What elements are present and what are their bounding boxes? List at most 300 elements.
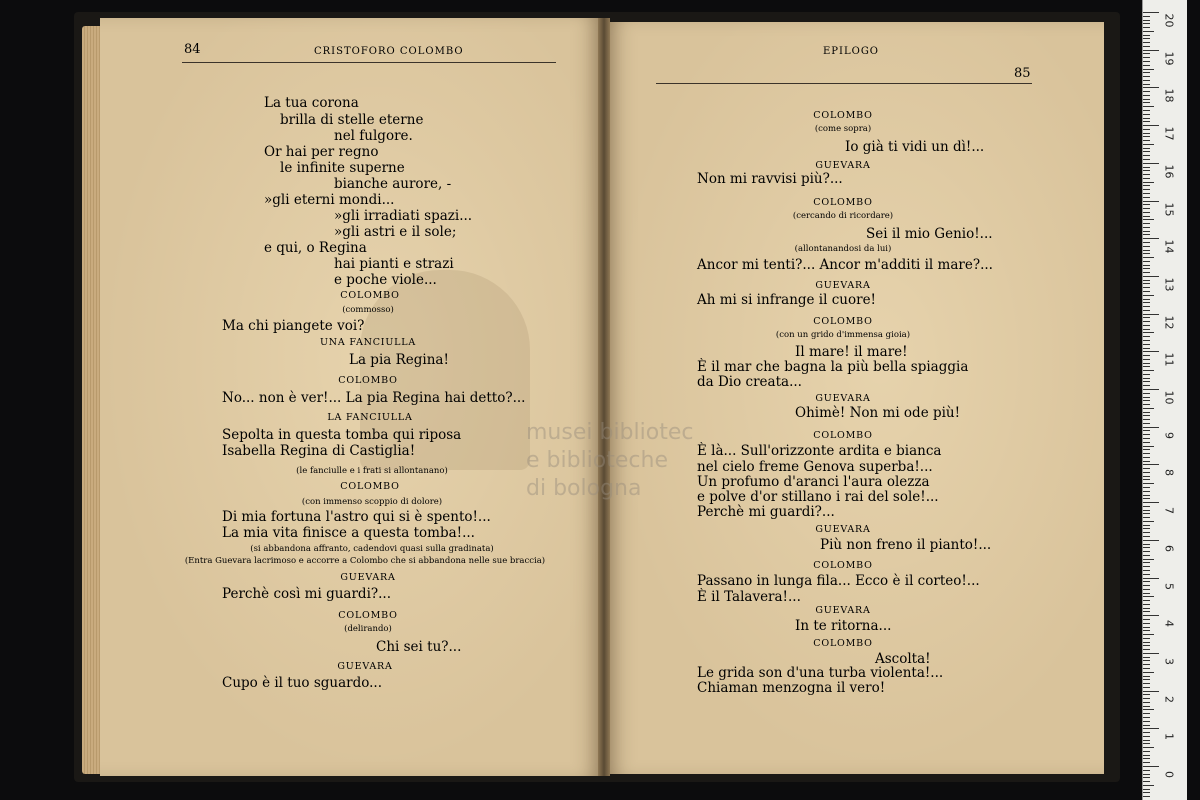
verse-line: nel cielo freme Genova superba!...: [697, 459, 933, 475]
ruler-tick: [1143, 657, 1150, 658]
verse-line: Chiaman menzogna il vero!: [697, 680, 886, 696]
ruler-tick: [1143, 110, 1150, 111]
ruler-tick: [1143, 163, 1159, 164]
watermark-text-1: musei bibliotec: [526, 420, 694, 445]
ruler-tick: [1143, 740, 1150, 741]
ruler-tick: [1143, 585, 1150, 586]
ruler-tick: [1143, 151, 1150, 152]
ruler-tick: [1143, 408, 1154, 409]
verse-line: Sepolta in questa tomba qui riposa: [222, 427, 462, 443]
ruler-tick: [1143, 321, 1150, 322]
ruler-tick: [1143, 683, 1150, 684]
ruler-tick: [1143, 374, 1150, 375]
ruler-tick: [1143, 698, 1150, 699]
verse-line: da Dio creata...: [697, 374, 802, 390]
ruler-number: 9: [1162, 431, 1176, 439]
ruler-tick: [1143, 472, 1150, 473]
ruler-tick: [1143, 325, 1150, 326]
ruler-tick: [1143, 53, 1150, 54]
ruler-tick: [1143, 144, 1154, 145]
verse-line: Cupo è il tuo sguardo...: [222, 675, 383, 691]
ruler-tick: [1143, 676, 1150, 677]
ruler-tick: [1143, 672, 1154, 673]
ruler-tick: [1143, 129, 1150, 130]
ruler-tick: [1143, 581, 1150, 582]
ruler-tick: [1143, 487, 1150, 488]
verse-line: Ascolta!: [875, 651, 931, 667]
ruler-tick: [1143, 562, 1150, 563]
stage-direction: (commosso): [342, 305, 394, 315]
ruler-tick: [1143, 208, 1150, 209]
verse-line: Ancor mi tenti?... Ancor m'additi il mare?...: [697, 257, 993, 273]
ruler-tick: [1143, 491, 1150, 492]
ruler-tick: [1143, 193, 1150, 194]
ruler-tick: [1143, 528, 1150, 529]
ruler-tick: [1143, 611, 1150, 612]
ruler-tick: [1143, 212, 1150, 213]
ruler-tick: [1143, 442, 1150, 443]
ruler-tick: [1143, 291, 1150, 292]
verse-line: Ah mi si infrange il cuore!: [697, 292, 876, 308]
ruler-tick: [1143, 287, 1150, 288]
ruler-number: 14: [1162, 239, 1176, 254]
ruler-tick: [1143, 216, 1150, 217]
ruler-tick: [1143, 351, 1159, 352]
verse-line: La mia vita finisce a questa tomba!...: [222, 525, 475, 541]
ruler-number: 19: [1162, 51, 1176, 66]
ruler-tick: [1143, 231, 1150, 232]
ruler-number: 7: [1162, 507, 1176, 515]
verse-line: Perchè così mi guardi?...: [222, 586, 392, 602]
speaker-name: COLOMBO: [338, 610, 398, 621]
ruler-tick: [1143, 170, 1150, 171]
ruler-tick: [1143, 743, 1150, 744]
ruler-tick: [1143, 781, 1150, 782]
ruler-tick: [1143, 400, 1150, 401]
ruler-tick: [1143, 61, 1150, 62]
ruler-tick: [1143, 167, 1150, 168]
ruler-tick: [1143, 438, 1150, 439]
ruler-tick: [1143, 87, 1159, 88]
speaker-name: LA FANCIULLA: [327, 412, 413, 423]
ruler-tick: [1143, 653, 1159, 654]
ruler-tick: [1143, 412, 1150, 413]
ruler-tick: [1143, 295, 1154, 296]
ruler-tick: [1143, 23, 1150, 24]
speaker-name: COLOMBO: [813, 638, 873, 649]
ruler-tick: [1143, 506, 1150, 507]
ruler-tick: [1143, 630, 1150, 631]
ruler-tick: [1143, 634, 1154, 635]
ruler-tick: [1143, 84, 1150, 85]
ruler-tick: [1143, 265, 1150, 266]
stage-direction: (delirando): [344, 624, 392, 634]
ruler-tick: [1143, 736, 1150, 737]
ruler-tick: [1143, 770, 1150, 771]
ruler-number: 16: [1162, 164, 1176, 179]
ruler-tick: [1143, 363, 1150, 364]
ruler-tick: [1143, 540, 1159, 541]
ruler-tick: [1143, 706, 1150, 707]
left-running-head: CRISTOFORO COLOMBO: [314, 46, 464, 57]
stage-direction: (si abbandona affranto, cadendovi quasi sulla gradinata): [250, 544, 494, 554]
right-page-number: 85: [1014, 66, 1031, 81]
ruler-tick: [1143, 566, 1150, 567]
ruler-tick: [1143, 223, 1150, 224]
ruler-tick: [1143, 197, 1150, 198]
verse-line: È il mar che bagna la più bella spiaggia: [697, 359, 969, 375]
verse-line: Isabella Regina di Castiglia!: [222, 443, 416, 459]
ruler-tick: [1143, 69, 1154, 70]
ruler-tick: [1143, 725, 1150, 726]
ruler-tick: [1143, 302, 1150, 303]
ruler-number: 6: [1162, 544, 1176, 552]
verse-line: Non mi ravvisi più?...: [697, 171, 843, 187]
verse-line: Chi sei tu?...: [376, 639, 462, 655]
ruler-tick: [1143, 593, 1150, 594]
ruler-number: 13: [1162, 277, 1176, 292]
speaker-name: GUEVARA: [340, 572, 396, 583]
ruler-tick: [1143, 204, 1150, 205]
ruler-tick: [1143, 547, 1150, 548]
book-gutter: [598, 18, 610, 776]
speaker-name: COLOMBO: [813, 197, 873, 208]
ruler-tick: [1143, 721, 1150, 722]
ruler-tick: [1143, 796, 1150, 797]
ruler-tick: [1143, 728, 1159, 729]
ruler-number: 17: [1162, 126, 1176, 141]
ruler-tick: [1143, 76, 1150, 77]
ruler-tick: [1143, 457, 1150, 458]
ruler-tick: [1143, 332, 1154, 333]
ruler-tick: [1143, 570, 1150, 571]
ruler-tick: [1143, 276, 1159, 277]
speaker-name: COLOMBO: [813, 316, 873, 327]
ruler-number: 11: [1162, 352, 1176, 367]
ruler-tick: [1143, 189, 1150, 190]
ruler-tick: [1143, 642, 1150, 643]
ruler-tick: [1143, 280, 1150, 281]
ruler-tick: [1143, 479, 1150, 480]
ruler-tick: [1143, 344, 1150, 345]
ruler-tick: [1143, 785, 1154, 786]
ruler-tick: [1143, 691, 1159, 692]
ruler-tick: [1143, 20, 1150, 21]
ruler-tick: [1143, 125, 1159, 126]
ruler-tick: [1143, 664, 1150, 665]
ruler-tick: [1143, 393, 1150, 394]
ruler-number: 18: [1162, 88, 1176, 103]
ruler-tick: [1143, 789, 1150, 790]
ruler-tick: [1143, 415, 1150, 416]
speaker-name: GUEVARA: [815, 160, 871, 171]
verse-line: È il Talavera!...: [697, 589, 801, 605]
speaker-name: GUEVARA: [337, 661, 393, 672]
ruler-tick: [1143, 257, 1154, 258]
verse-line: nel fulgore.: [334, 128, 413, 144]
ruler-tick: [1143, 660, 1150, 661]
verse-line: bianche aurore, -: [334, 176, 452, 192]
ruler-number: 8: [1162, 469, 1176, 477]
verse-line: Più non freno il pianto!...: [820, 537, 992, 553]
ruler-tick: [1143, 268, 1150, 269]
verse-line: Un profumo d'aranci l'aura olezza: [697, 474, 930, 490]
ruler-tick: [1143, 758, 1150, 759]
ruler-tick: [1143, 536, 1150, 537]
ruler-tick: [1143, 404, 1150, 405]
ruler-tick: [1143, 57, 1150, 58]
ruler-tick: [1143, 751, 1150, 752]
ruler-tick: [1143, 99, 1150, 100]
ruler-tick: [1143, 253, 1150, 254]
stage-direction: (con immenso scoppio di dolore): [301, 497, 443, 507]
ruler-number: 3: [1162, 657, 1176, 665]
stage-direction: (cercando di ricordare): [792, 211, 894, 221]
verse-line: »gli irradiati spazi...: [334, 208, 473, 224]
verse-line: Passano in lunga fila... Ecco è il corteo!...: [697, 573, 980, 589]
ruler-tick: [1143, 314, 1159, 315]
ruler-tick: [1143, 679, 1150, 680]
verse-line: Il mare! il mare!: [795, 344, 908, 360]
speaker-name: COLOMBO: [338, 375, 398, 386]
ruler-tick: [1143, 121, 1150, 122]
ruler-tick: [1143, 638, 1150, 639]
right-running-head: EPILOGO: [823, 46, 880, 57]
ruler-tick: [1143, 50, 1159, 51]
ruler-tick: [1143, 747, 1154, 748]
left-page-number: 84: [184, 42, 201, 57]
ruler-tick: [1143, 434, 1150, 435]
speaker-name: GUEVARA: [815, 605, 871, 616]
ruler-tick: [1143, 389, 1159, 390]
measuring-ruler: [1142, 0, 1187, 800]
ruler-tick: [1143, 250, 1150, 251]
ruler-tick: [1143, 687, 1150, 688]
verse-line: Le grida son d'una turba violenta!...: [697, 665, 944, 681]
verse-line: Perchè mi guardi?...: [697, 504, 835, 520]
verse-line: le infinite superne: [280, 160, 405, 176]
ruler-tick: [1143, 114, 1150, 115]
ruler-tick: [1143, 91, 1150, 92]
ruler-tick: [1143, 310, 1150, 311]
ruler-tick: [1143, 430, 1150, 431]
ruler-tick: [1143, 12, 1159, 13]
ruler-tick: [1143, 709, 1154, 710]
ruler-tick: [1143, 645, 1150, 646]
speaker-name: COLOMBO: [813, 110, 873, 121]
ruler-tick: [1143, 596, 1154, 597]
ruler-tick: [1143, 140, 1150, 141]
ruler-tick: [1143, 713, 1150, 714]
ruler-tick: [1143, 521, 1154, 522]
ruler-tick: [1143, 95, 1150, 96]
ruler-tick: [1143, 178, 1150, 179]
ruler-tick: [1143, 102, 1150, 103]
ruler-tick: [1143, 774, 1150, 775]
ruler-tick: [1143, 148, 1150, 149]
ruler-tick: [1143, 355, 1150, 356]
ruler-tick: [1143, 464, 1159, 465]
ruler-tick: [1143, 106, 1154, 107]
ruler-tick: [1143, 246, 1150, 247]
ruler-tick: [1143, 306, 1150, 307]
ruler-tick: [1143, 227, 1150, 228]
speaker-name: COLOMBO: [340, 481, 400, 492]
ruler-tick: [1143, 717, 1150, 718]
ruler-tick: [1143, 792, 1150, 793]
ruler-tick: [1143, 453, 1150, 454]
left-header-rule: [182, 62, 556, 63]
verse-line: brilla di stelle eterne: [280, 112, 424, 128]
ruler-tick: [1143, 155, 1150, 156]
verse-line: Io già ti vidi un dì!...: [845, 139, 985, 155]
ruler-tick: [1143, 604, 1150, 605]
ruler-tick: [1143, 65, 1150, 66]
verse-line: In te ritorna...: [795, 618, 892, 634]
verse-line: Di mia fortuna l'astro qui si è spento!...: [222, 509, 491, 525]
ruler-tick: [1143, 483, 1154, 484]
ruler-tick: [1143, 299, 1150, 300]
ruler-tick: [1143, 242, 1150, 243]
ruler-tick: [1143, 517, 1150, 518]
ruler-number: 10: [1162, 390, 1176, 405]
verse-line: hai pianti e strazi: [334, 256, 454, 272]
ruler-tick: [1143, 777, 1150, 778]
ruler-tick: [1143, 378, 1150, 379]
ruler-tick: [1143, 423, 1150, 424]
ruler-tick: [1143, 27, 1150, 28]
ruler-number: 5: [1162, 582, 1176, 590]
speaker-name: COLOMBO: [813, 430, 873, 441]
ruler-number: 15: [1162, 202, 1176, 216]
ruler-tick: [1143, 238, 1159, 239]
stage-direction: (le fanciulle e i frati si allontanano): [296, 466, 448, 476]
stage-direction: (come sopra): [814, 124, 872, 134]
verse-line: Sei il mio Genio!...: [866, 226, 993, 242]
ruler-tick: [1143, 615, 1159, 616]
verse-line: Or hai per regno: [264, 144, 379, 160]
ruler-tick: [1143, 329, 1150, 330]
ruler-number: 1: [1162, 733, 1176, 741]
ruler-tick: [1143, 366, 1150, 367]
verse-line: Ma chi piangete voi?: [222, 318, 365, 334]
ruler-tick: [1143, 80, 1150, 81]
ruler-tick: [1143, 381, 1150, 382]
speaker-name: COLOMBO: [340, 290, 400, 301]
ruler-tick: [1143, 627, 1150, 628]
ruler-tick: [1143, 702, 1150, 703]
verse-line: e polve d'or stillano i rai del sole!...: [697, 489, 939, 505]
ruler-tick: [1143, 136, 1150, 137]
ruler-tick: [1143, 559, 1154, 560]
verse-line: La tua corona: [264, 95, 359, 111]
ruler-tick: [1143, 118, 1150, 119]
verse-line: Ohimè! Non mi ode più!: [795, 405, 961, 421]
ruler-tick: [1143, 495, 1150, 496]
ruler-tick: [1143, 234, 1150, 235]
ruler-tick: [1143, 16, 1150, 17]
ruler-tick: [1143, 544, 1150, 545]
verse-line: No... non è ver!... La pia Regina hai detto?...: [222, 390, 526, 406]
speaker-name: GUEVARA: [815, 524, 871, 535]
ruler-tick: [1143, 31, 1154, 32]
ruler-tick: [1143, 283, 1150, 284]
ruler-tick: [1143, 668, 1150, 669]
ruler-tick: [1143, 46, 1150, 47]
ruler-tick: [1143, 419, 1150, 420]
ruler-tick: [1143, 468, 1150, 469]
ruler-tick: [1143, 261, 1150, 262]
ruler-tick: [1143, 449, 1150, 450]
stage-direction: (con un grido d'immensa gioia): [775, 330, 911, 340]
verse-line: »gli eterni mondi...: [264, 192, 395, 208]
verse-line: È là... Sull'orizzonte ardita e bianca: [697, 443, 942, 459]
ruler-tick: [1143, 446, 1154, 447]
verse-line: »gli astri e il sole;: [334, 224, 457, 240]
verse-line: La pia Regina!: [349, 352, 449, 368]
ruler-tick: [1143, 185, 1150, 186]
ruler-tick: [1143, 72, 1150, 73]
ruler-tick: [1143, 694, 1150, 695]
ruler-tick: [1143, 574, 1150, 575]
speaker-name: GUEVARA: [815, 280, 871, 291]
ruler-tick: [1143, 498, 1150, 499]
ruler-tick: [1143, 623, 1150, 624]
ruler-tick: [1143, 348, 1150, 349]
ruler-tick: [1143, 619, 1150, 620]
verse-line: e poche viole...: [334, 272, 437, 288]
ruler-tick: [1143, 427, 1159, 428]
ruler-tick: [1143, 317, 1150, 318]
ruler-tick: [1143, 762, 1150, 763]
ruler-tick: [1143, 397, 1150, 398]
ruler-tick: [1143, 476, 1150, 477]
ruler-tick: [1143, 272, 1150, 273]
ruler-tick: [1143, 219, 1154, 220]
ruler-tick: [1143, 649, 1150, 650]
ruler-number: 20: [1162, 13, 1176, 28]
watermark-text-2: e biblioteche: [526, 448, 668, 473]
ruler-tick: [1143, 35, 1150, 36]
ruler-tick: [1143, 133, 1150, 134]
ruler-tick: [1143, 159, 1150, 160]
ruler-tick: [1143, 513, 1150, 514]
ruler-tick: [1143, 510, 1150, 511]
ruler-tick: [1143, 532, 1150, 533]
ruler-tick: [1143, 732, 1150, 733]
ruler-tick: [1143, 766, 1159, 767]
right-header-rule: [656, 83, 1032, 84]
ruler-tick: [1143, 589, 1150, 590]
ruler-tick: [1143, 201, 1159, 202]
ruler-tick: [1143, 600, 1150, 601]
ruler-number: 0: [1162, 771, 1176, 778]
watermark-text-3: di bologna: [526, 476, 642, 501]
ruler-tick: [1143, 551, 1150, 552]
speaker-name: COLOMBO: [813, 560, 873, 571]
ruler-tick: [1143, 182, 1154, 183]
ruler-tick: [1143, 174, 1150, 175]
ruler-tick: [1143, 461, 1150, 462]
stage-direction: (Entra Guevara lacrimoso e accorre a Colombo che si abbandona nelle sue braccia): [184, 556, 546, 566]
ruler-number: 2: [1162, 695, 1176, 703]
ruler-number: 4: [1162, 620, 1176, 628]
ruler-tick: [1143, 525, 1150, 526]
ruler-tick: [1143, 42, 1150, 43]
ruler-tick: [1143, 608, 1150, 609]
ruler-tick: [1143, 359, 1150, 360]
ruler-tick: [1143, 336, 1150, 337]
